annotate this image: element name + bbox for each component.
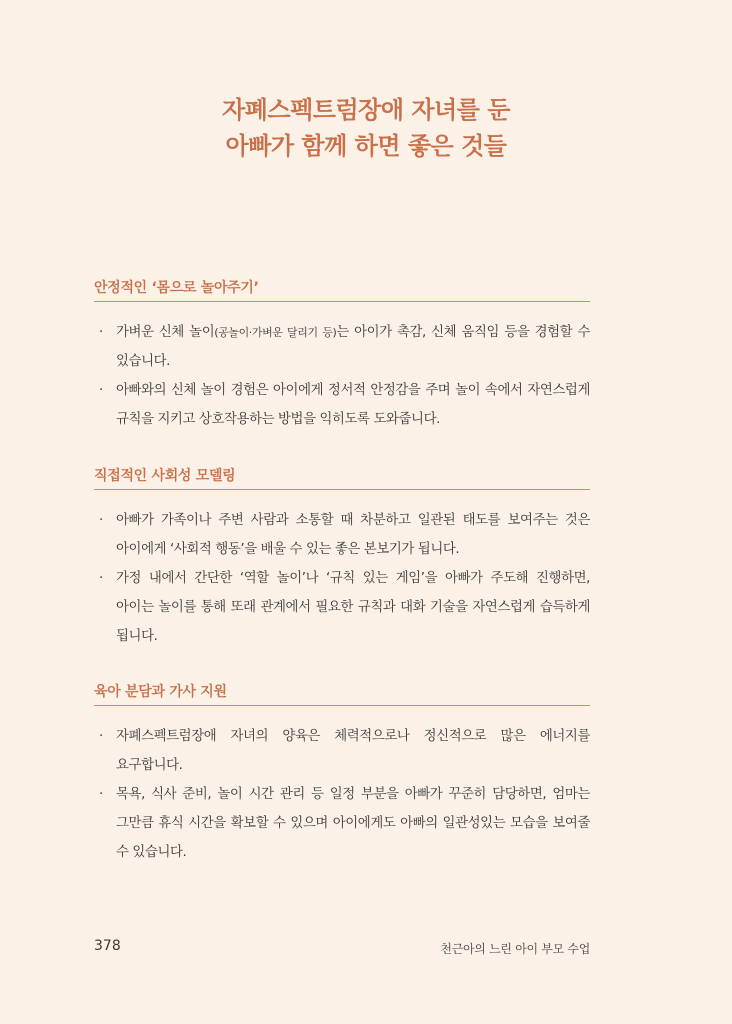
section-childcare-sharing xyxy=(94,682,590,867)
page-number: 378 xyxy=(94,938,121,954)
bullet-mark: · xyxy=(99,729,103,744)
item-text: 아빠와의 신체 놀이 경험은 아이에게 정서적 안정감을 주며 놀이 속에서 자연스럽게 규칙을 지키고 상호작용하는 방법을 익히도록 도와줍니다. xyxy=(116,383,590,427)
bullet-mark: · xyxy=(99,787,103,802)
running-footer-title: 천근아의 느린 아이 부모 수업 xyxy=(440,942,590,956)
bullet-mark: · xyxy=(99,383,103,398)
item-text: 자폐스펙트럼장애 자녀의 양육은 체력적으로나 정신적으로 많은 에너지를 요구합니다. xyxy=(116,729,590,773)
bullet-list xyxy=(94,506,590,651)
list-item xyxy=(94,376,590,434)
section-heading: 안정적인 ‘몸으로 놀아주기’ xyxy=(94,278,590,302)
section-heading: 직접적인 사회성 모델링 xyxy=(94,466,590,490)
item-text-note: (공놀이·가벼운 달리기 등) xyxy=(214,326,337,339)
item-text: 목욕, 식사 준비, 놀이 시간 관리 등 일정 부분을 아빠가 꾸준히 담당하면, 엄마는 그만큼 휴식 시간을 확보할 수 있으며 아이에게도 아빠의 일관성있는 모습을 보여줄 수 있습니다. xyxy=(116,787,590,860)
list-item xyxy=(94,318,590,376)
list-item xyxy=(94,722,590,780)
item-text-post: 는 아이가 촉감, 신체 움직임 등을 경험할 수 있습니다. xyxy=(116,325,590,369)
title-line-1: 자폐스펙트럼장애 자녀를 둔 xyxy=(222,96,510,124)
section-stable-play xyxy=(94,278,590,434)
item-text: 아빠가 가족이나 주변 사람과 소통할 때 차분하고 일관된 태도를 보여주는 것은 아이에게 ‘사회적 행동’을 배울 수 있는 좋은 본보기가 됩니다. xyxy=(116,513,590,557)
item-text: 가정 내에서 간단한 ‘역할 놀이’나 ‘규칙 있는 게임’을 아빠가 주도해 진행하면, 아이는 놀이를 통해 또래 관계에서 필요한 규칙과 대화 기술을 자연스럽게 습득하게 됩니다. xyxy=(116,571,590,644)
bullet-list xyxy=(94,722,590,867)
list-item xyxy=(94,506,590,564)
bullet-list xyxy=(94,318,590,434)
page-title xyxy=(0,92,732,164)
bullet-mark: · xyxy=(99,325,103,340)
bullet-mark: · xyxy=(99,513,103,528)
list-item xyxy=(94,780,590,867)
item-text-pre: 가벼운 신체 놀이 xyxy=(116,325,215,340)
list-item xyxy=(94,564,590,651)
title-line-2: 아빠가 함께 하면 좋은 것들 xyxy=(225,132,507,160)
bullet-mark: · xyxy=(99,571,103,586)
section-social-modeling xyxy=(94,466,590,651)
section-heading: 육아 분담과 가사 지원 xyxy=(94,682,590,706)
